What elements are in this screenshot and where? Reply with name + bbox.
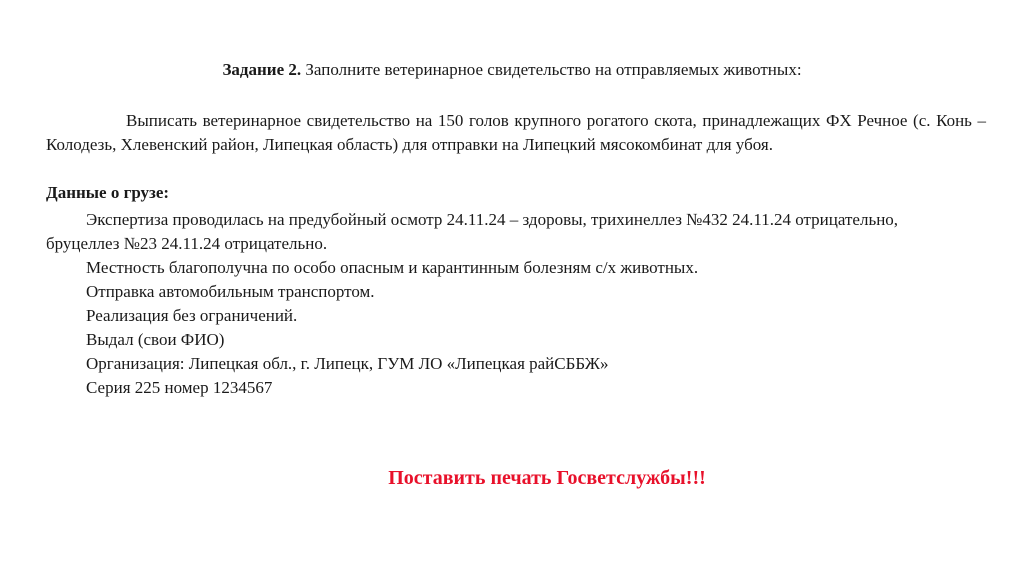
stamp-note: Поставить печать Госветслужбы!!! (388, 467, 706, 489)
locality-line: Местность благополучна по особо опасным и карантинным болезням с/х животных. (86, 258, 699, 277)
intro-paragraph: Выписать ветеринарное свидетельство на 150 голов крупного рогатого скота, принадлежащих ФХ Речное (с. Конь – Колодезь, Хлевенский район, Липецкая область) для отправки на Липецкий мясокомбинат для убоя. (46, 111, 986, 154)
task-text: Заполните ветеринарное свидетельство на отправляемых животных: (301, 60, 802, 79)
realization-line: Реализация без ограничений. (86, 306, 298, 325)
expertise-line: Экспертиза проводилась на предубойный осмотр 24.11.24 – здоровы, трихинеллез №432 24.11.24 отрицательно, (86, 210, 899, 229)
task-label: Задание 2. (222, 60, 302, 79)
cargo-details (46, 208, 986, 400)
cargo-heading: Данные о грузе: (46, 183, 170, 202)
expertise-line-continued: бруцеллез №23 24.11.24 отрицательно. (46, 234, 328, 253)
series-line: Серия 225 номер 1234567 (86, 378, 273, 397)
task-title (0, 58, 1024, 82)
issued-by-line: Выдал (свои ФИО) (86, 330, 225, 349)
transport-line: Отправка автомобильным транспортом. (86, 282, 375, 301)
organization-line: Организация: Липецкая обл., г. Липецк, ГУМ ЛО «Липецкая райСББЖ» (86, 354, 609, 373)
